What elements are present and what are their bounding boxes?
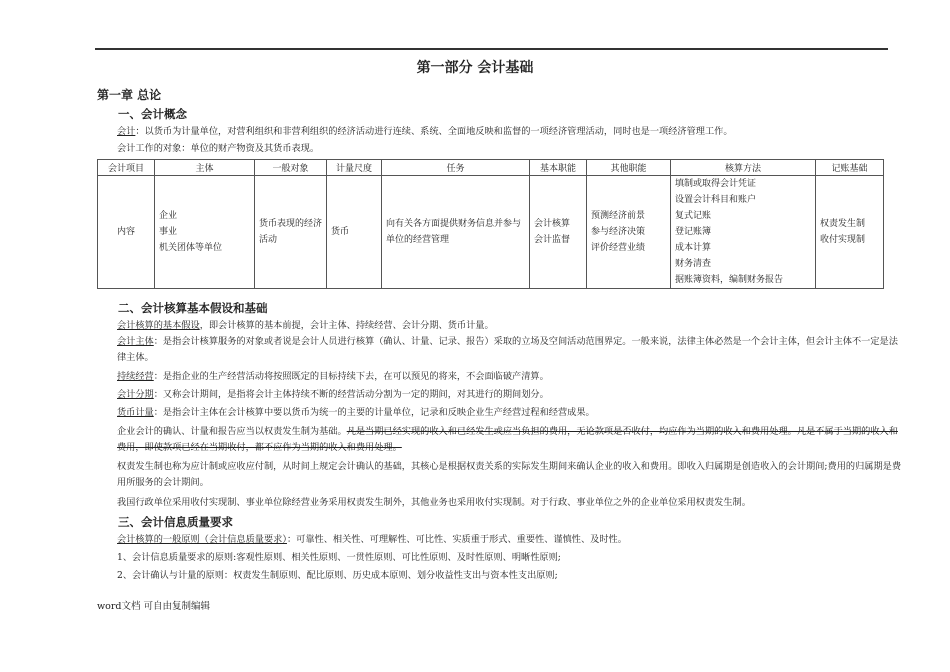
header-object: 一般对象 bbox=[255, 160, 327, 176]
subject-line: 机关团体等单位 bbox=[159, 243, 223, 253]
table-row bbox=[98, 176, 884, 289]
money-paragraph bbox=[97, 405, 903, 421]
accrual-paragraph bbox=[97, 424, 903, 455]
term-quality: 会计核算的一般原则（会计信息质量要求） bbox=[117, 534, 287, 545]
cell-basic-function bbox=[530, 176, 587, 289]
method-line: 成本计算 bbox=[675, 243, 712, 253]
method-line: 登记账簿 bbox=[675, 227, 712, 237]
quality-item-2: 2、会计确认与计量的原则：权责发生制原则、配比原则、历史成本原则、划分收益性支出与资本性支出原则; bbox=[117, 570, 558, 581]
cell-object: 货币表现的经济活动 bbox=[255, 176, 327, 289]
china-practice: 我国行政单位采用收付实现制、事业单位除经营业务采用权责发生制外，其他业务也采用收付实现制。对于行政、事业单位之外的企业单位采用权责发生制。 bbox=[117, 497, 751, 508]
section-heading-concept: 一、会计概念 bbox=[118, 107, 187, 121]
header-method: 核算方法 bbox=[671, 160, 816, 176]
header-basic-function: 基本职能 bbox=[530, 160, 587, 176]
quality-intro bbox=[97, 532, 903, 548]
term-entity: 会计主体 bbox=[117, 336, 154, 347]
entity-paragraph bbox=[97, 334, 903, 365]
period-paragraph bbox=[97, 387, 903, 403]
header-other-function: 其他职能 bbox=[587, 160, 671, 176]
term-assumptions: 会计核算的基本假设 bbox=[117, 320, 200, 331]
subject-line: 事业 bbox=[159, 227, 178, 237]
period-text: ：又称会计期间，是指将会计主体持续不断的经营活动分割为一定的期间，对其进行的期间划分。 bbox=[153, 389, 549, 400]
table-header-row bbox=[98, 160, 884, 176]
chapter-heading: 第一章 总论 bbox=[97, 88, 162, 102]
section-heading-assumptions: 二、会计核算基本假设和基础 bbox=[118, 301, 268, 315]
method-line: 据账簿资料，编制财务报告 bbox=[675, 275, 784, 285]
row-label: 内容 bbox=[98, 176, 155, 289]
function-line: 参与经济决策 bbox=[591, 227, 646, 237]
header-item: 会计项目 bbox=[98, 160, 155, 176]
cell-other-function bbox=[587, 176, 671, 289]
term-period: 会计分期 bbox=[117, 389, 154, 400]
accrual-intro: 企业会计的确认、计量和报告应当以权责发生制为基础。 bbox=[117, 426, 347, 437]
basis-line: 收付实现制 bbox=[820, 235, 866, 245]
cell-subject bbox=[155, 176, 255, 289]
quality-item-1: 1、会计信息质量要求的原则:客观性原则、相关性原则、一贯性原则、可比性原则、及时性原则、明晰性原则; bbox=[117, 552, 561, 563]
function-line: 会计核算 bbox=[534, 219, 571, 229]
function-line: 评价经营业绩 bbox=[591, 243, 646, 253]
going-concern-paragraph bbox=[97, 369, 903, 385]
accounting-object: 会计工作的对象：单位的财产物资及其货币表现。 bbox=[117, 143, 320, 154]
header-measure: 计量尺度 bbox=[327, 160, 382, 176]
basis-line: 权责发生制 bbox=[820, 219, 866, 229]
header-rule bbox=[95, 48, 888, 50]
accrual-definition: 权责发生制也称为应计制或应收应付制，从时间上规定会计确认的基础，其核心是根据权责关系的实际发生期间来确认企业的收入和费用。即收入归属期是创造收入的会计期间;费用的归属期是费用所服务的会计期间。 bbox=[117, 461, 902, 488]
header-task: 任务 bbox=[382, 160, 530, 176]
function-line: 预测经济前景 bbox=[591, 211, 646, 221]
assumptions-text: ，即会计核算的基本前提，会计主体、持续经营、会计分期、货币计量。 bbox=[199, 320, 494, 331]
going-concern-text: ：是指企业的生产经营活动将按照既定的目标持续下去，在可以预见的将来，不会面临破产清算。 bbox=[153, 371, 549, 382]
footer-note: word文档 可自由复制编辑 bbox=[97, 601, 210, 612]
assumptions-intro bbox=[97, 318, 903, 334]
definition-text: ：以货币为计量单位，对营利组织和非营利组织的经济活动进行连续、系统、全面地反映和监督的一项经济管理活动，同时也是一项经济管理工作。 bbox=[135, 126, 733, 137]
header-basis: 记账基础 bbox=[816, 160, 884, 176]
term-going-concern: 持续经营 bbox=[117, 371, 154, 382]
method-line: 复式记账 bbox=[675, 211, 712, 221]
method-line: 财务清查 bbox=[675, 259, 712, 269]
method-line: 填制或取得会计凭证 bbox=[675, 179, 757, 189]
subject-line: 企业 bbox=[159, 211, 178, 221]
accrual-struck-text: 凡是当期已经实现的收入和已经发生或应当负担的费用，无论款项是否收付，均应作为当期的收入和费用处理。凡是不属于当期的收入和费用，即使款项已经在当期收付，都不应作为当期的收入和费用处理。 bbox=[117, 426, 898, 453]
quality-text: ：可靠性、相关性、可理解性、可比性、实质重于形式、重要性、谨慎性、及时性。 bbox=[286, 534, 627, 545]
cell-task: 向有关各方面提供财务信息并参与单位的经营管理 bbox=[382, 176, 530, 289]
function-line: 会计监督 bbox=[534, 235, 571, 245]
entity-text: ：是指会计核算服务的对象或者说是会计人员进行核算（确认、计量、记录、报告）采取的立场及空间活动范围界定。一般来说，法律主体必然是一个会计主体，但会计主体不一定是法律主体。 bbox=[117, 336, 898, 363]
cell-method bbox=[671, 176, 816, 289]
page-title: 第一部分 会计基础 bbox=[416, 60, 534, 76]
cell-measure: 货币 bbox=[327, 176, 382, 289]
method-line: 设置会计科目和账户 bbox=[675, 195, 757, 205]
term-accounting: 会计 bbox=[117, 126, 136, 137]
section-heading-quality: 三、会计信息质量要求 bbox=[118, 515, 233, 529]
accounting-table bbox=[97, 159, 884, 289]
money-text: ：是指会计主体在会计核算中要以货币为统一的主要的计量单位，记录和反映企业生产经营过程和经营成果。 bbox=[153, 407, 595, 418]
cell-basis bbox=[816, 176, 884, 289]
term-money: 货币计量 bbox=[117, 407, 154, 418]
header-subject: 主体 bbox=[155, 160, 255, 176]
accounting-definition bbox=[97, 124, 903, 140]
